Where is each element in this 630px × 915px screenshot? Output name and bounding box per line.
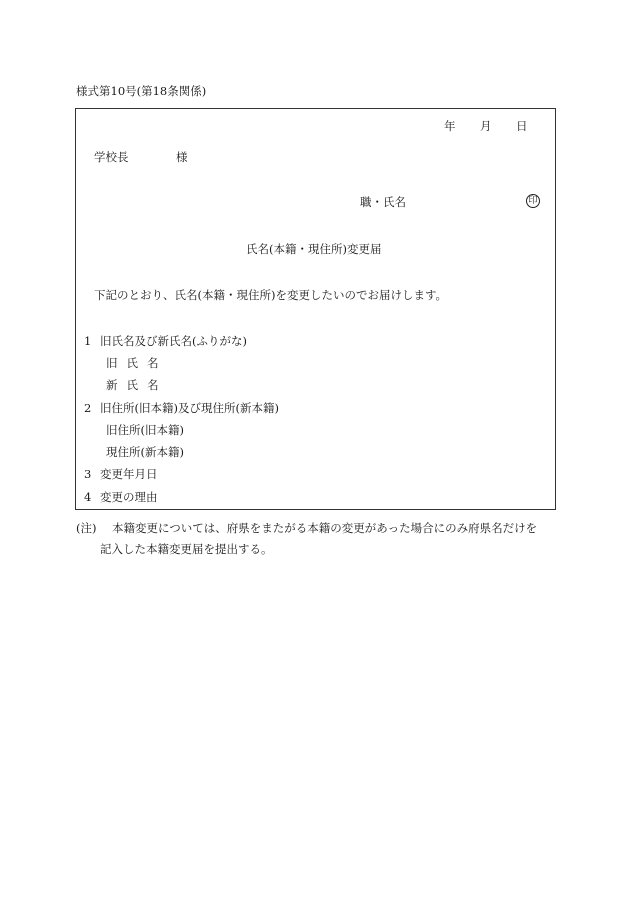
date-day-label: 日 bbox=[516, 119, 528, 133]
date-month-label: 月 bbox=[480, 119, 492, 133]
form-number: 様式第10号(第18条関係) bbox=[76, 84, 207, 98]
seal-mark: 印 bbox=[526, 194, 540, 208]
addressee-honorific: 様 bbox=[176, 150, 188, 164]
date-year-label: 年 bbox=[444, 119, 456, 133]
item-2-number: 2 bbox=[84, 401, 92, 415]
item-4-label: 変更の理由 bbox=[100, 490, 158, 504]
item-2-label: 旧住所(旧本籍)及び現住所(新本籍) bbox=[100, 401, 279, 415]
addressee-title: 学校長 bbox=[94, 150, 129, 164]
new-name-label: 新氏名 bbox=[106, 378, 168, 392]
signer-label: 職・氏名 bbox=[360, 195, 406, 209]
intro-text: 下記のとおり、氏名(本籍・現住所)を変更したいのでお届けします。 bbox=[94, 288, 448, 302]
item-3-number: 3 bbox=[84, 467, 92, 481]
new-address-label: 現住所(新本籍) bbox=[106, 445, 184, 459]
note-line-2: 記入した本籍変更届を提出する。 bbox=[100, 542, 273, 556]
item-3-label: 変更年月日 bbox=[100, 467, 158, 481]
form-title: 氏名(本籍・現住所)変更届 bbox=[246, 242, 382, 256]
old-name-label: 旧氏名 bbox=[106, 356, 168, 370]
note-marker: (注) bbox=[76, 521, 97, 535]
old-address-label: 旧住所(旧本籍) bbox=[106, 423, 184, 437]
note-line-1: 本籍変更については、府県をまたがる本籍の変更があった場合にのみ府県名だけを bbox=[112, 521, 538, 535]
item-1-label: 旧氏名及び新氏名(ふりがな) bbox=[100, 334, 247, 348]
item-1-number: 1 bbox=[84, 334, 92, 348]
item-4-number: 4 bbox=[84, 490, 92, 504]
